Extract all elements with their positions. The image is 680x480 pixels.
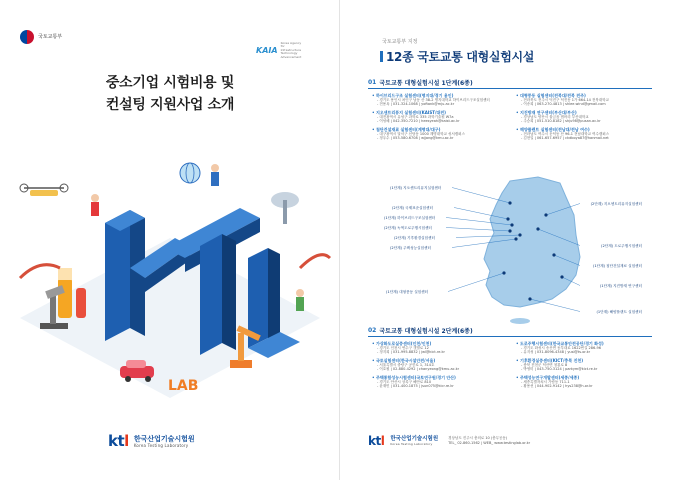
ktl-mark [368,434,384,448]
facility-item [516,93,656,107]
facility-name: • 도로주행시험센터(한국교통안전공단/경기 화성) [516,341,656,346]
jeju-island-shape [510,318,530,324]
pipe-decoration [20,265,60,278]
section-1-divider [368,88,652,89]
cover-title-line-1: 중소기업 시험비용 및 [105,75,235,91]
isometric-lab-illustration [0,128,340,408]
page-subtitle: 국토교통부 지정 [382,39,418,45]
facility-name: • 주택통합성능시험센터(국토연구원/경기 안산) [372,375,512,380]
person-icon [211,164,219,186]
facility-address: - 경기도 안산시 상록구 해안로 810 [377,379,432,384]
section-2-heading [368,326,473,335]
map-label: (2단계) 국제표준실험센터 [392,206,433,210]
map-pin-icon [502,271,505,274]
map-pin-icon [528,297,531,300]
korea-facility-map [370,175,660,325]
facility-address: - 대전광역시 유성구 과학로 335 과학기술원 W7a [377,114,454,119]
facility-item [516,358,656,372]
facility-contact: - 이호원 | 02-880-4292 | chanyeong@kmu.ac.kr [377,367,460,372]
facility-item [372,127,512,141]
ktl-mark [108,432,129,450]
facility-item [516,127,656,141]
person-icon [91,194,99,216]
map-pin-icon [508,229,511,232]
page-title-wrap [380,48,534,65]
map-pin-icon [552,253,555,256]
section-2-label: 국토교통 대형실험시설 2단계(6종) [379,328,473,335]
taegeuk-emblem-icon [20,30,34,44]
facility-name: • 가상화도로실증센터(인천/인천) [372,341,512,346]
ktl-english-name: Korea Testing Laboratory [133,442,189,448]
ktl-mark-l: l [124,432,129,450]
section-2-divider [368,336,652,337]
map-label: (1단계) 하이브리드구조실험센터 [384,216,436,220]
drone-icon [20,184,68,196]
facility-item [372,358,512,372]
facility-item [516,375,656,389]
globe-icon [180,163,200,183]
section-1-right-list [516,93,656,143]
facility-address: - 충북 진천군 덕산면 청룡로 8 [521,362,568,367]
section-1-left-list [372,93,512,143]
facility-item [372,341,512,355]
footer-address: 경상남도 진주시 충의로 10 (충무공동) [448,436,508,440]
facility-address: - 대구광역시 달서구 신당동 1000 계명대학교 성서캠퍼스 [377,131,465,136]
facility-contact: - 황용선 | 044-902-9142 | hys238@h.or.kr [521,384,593,389]
facility-name: • 국토실험센터(한국시설안전/서울) [372,358,512,363]
facility-address: - 경기도 화성시 송산면 동부대로 1622번길 286-96 [521,346,601,350]
ktl-name: 한국산업기술시험원 [133,434,195,443]
kaia-logo [256,42,303,59]
ktl-mark-k: kt [368,434,381,448]
facility-name: • 주택성능연구개발센터(세종/세종) [516,375,656,380]
ktl-mark-l: l [380,434,385,448]
section-2-number: 02 [368,327,377,334]
facility-item [516,110,656,124]
ktl-name: 한국산업기술시험원 [390,436,439,442]
facility-name: • 지오센트리퓨지 실험센터(KAIST/대전) [372,110,512,115]
facility-name: • 하이브리드구조 실험센터(명지대/경기 용인) [372,93,512,98]
korea-peninsula-shape [484,177,580,307]
kaia-mark: KAIA [256,46,278,56]
right-footer [368,434,530,448]
facility-name: • 기후환경실증센터(KICT/충북 진천) [516,358,656,363]
map-pin-icon [510,223,513,226]
lab-sign [168,378,198,394]
facility-address: - 경상남도 양산시 물금읍 범어리 부산대학교 [521,114,589,119]
map-label: (1단계) 해양플랜트 실험센터 [596,310,642,314]
cover-title [0,72,340,116]
facility-name: • 첨단건설재료 실험센터(계명대/대구) [372,127,512,132]
person-icon [296,289,304,311]
section-2-left-list [372,341,512,391]
map-label: (1단계) 지진방재 연구센터 [599,284,642,288]
facility-item [372,93,512,107]
ktl-english-name: Korea Testing Laboratory [390,442,433,446]
map-pin-icon [506,217,509,220]
facility-item [372,110,512,124]
page-title: 12종 국토교통 대형실험시설 [386,50,535,64]
map-label: (2단계) 도로주행시험센터 [601,244,642,248]
facility-name: • 대형풍동 실험센터(전북대/전북 전주) [516,93,656,98]
ministry-name: 국토교통부 [38,34,63,40]
footer-address-block [448,436,530,446]
map-pin-icon [544,213,547,216]
facility-contact: - 유지성 | 031-8096-4348 | yusl@ts.or.kr [521,350,591,355]
facility-name: • 지진방재 연구센터(부산대/부산) [516,110,656,115]
map-pin-icon [536,227,539,230]
cover-title-line-2: 컨설팅 지원사업 소개 [105,97,235,113]
map-label: (1단계) 대형풍동 실험센터 [386,290,429,294]
map-pin-icon [518,233,521,236]
facility-address: - 경기도 용인시 처인구 남동 산 38-2 명지대학교 하이브리드구조실험센터 [377,98,490,102]
title-accent-bar [380,51,383,62]
lab-sign-text: LAB [168,378,199,394]
facility-contact: - 김현일 | 061-657-6957 | ckdboya87@hanmail.net [521,136,609,141]
ministry-logo [20,30,62,44]
facility-address: - 세종특별자치시 가람동 711-1 [521,379,570,384]
ktl-mark-k: kt [108,432,125,450]
facility-address: - 전라남도 여수시 둔덕동 산 96-1 전남대학교 여수캠퍼스 [521,131,609,136]
ktl-logo [108,432,195,450]
facility-address: - 경기도 인천시 연수구 갯벌로 12 [377,346,429,350]
facility-contact: - 정지희 | 031-995-8832 | jwl@kict.re.kr [377,350,445,355]
map-label: (2단계) 기후환경실험센터 [394,236,435,240]
map-leader-line [530,299,580,312]
map-label: (2단계) 녹색도로주행시험센터 [384,226,432,230]
map-pin-icon [514,237,517,240]
map-label: (2단계) 주택성능실험센터 [390,246,431,250]
footer-contact: TEL_ 02-860-1562 | WEB_ www.testinglab.or.kr [448,441,531,445]
facility-item [516,341,656,355]
facility-contact: - 정우수 | 053-580-6708 | wjjang@kmu.ac.kr [377,136,454,141]
map-pin-icon [560,275,563,278]
satellite-dish-icon [271,192,299,224]
map-label: (2단계) 지오센트리퓨지실험센터 [590,202,642,206]
facility-contact: - 이성혜 | 042-350-7210 | heesyeah@kaist.ac.kr [377,119,460,124]
kaia-subtext: Korea Agency for Infrastructure Technology Advancement [280,41,302,59]
section-2-right-list [516,341,656,391]
facility-item [372,375,512,389]
facility-name: • 해양플랜트 실험센터(전남대/전남 여수) [516,127,656,132]
facility-contact: - 박영미 | 043-750-3124 | parkym@kict.re.kr [521,367,598,372]
map-pin-icon [508,201,511,204]
facility-address: - 전라북도 전주시 덕진구 덕진동 1가 664-14 전북대학교 [521,98,609,102]
section-1-heading [368,78,473,87]
facility-contact: - 주승희 | 051-510-8182 | shju98@pusan.ac.kr [521,119,601,124]
section-1-number: 01 [368,79,377,86]
pipe-decoration [300,255,330,268]
map-label: (1단계) 지오센트리퓨지실험센터 [390,186,442,190]
facility-contact: - 전용옥 | 031-324-1068 | yoftank@mju.ac.kr [377,102,455,107]
section-1-label: 국토교통 대형실험시설 1단계(6종) [379,80,473,87]
facility-contact: - 이송희 | 063-270-4813 | shlee.wind@gmail.com [521,102,606,107]
facility-contact: - 윤재민 | 031-400-1875 | jsun075@kicr.re.kr [377,384,454,389]
isometric-letter-l [248,248,300,358]
facility-address: - 서울특별시 중랑구 공릉로 1, 314호 [377,362,435,367]
map-label: (1단계) 첨단건설재료 실험센터 [592,264,642,268]
